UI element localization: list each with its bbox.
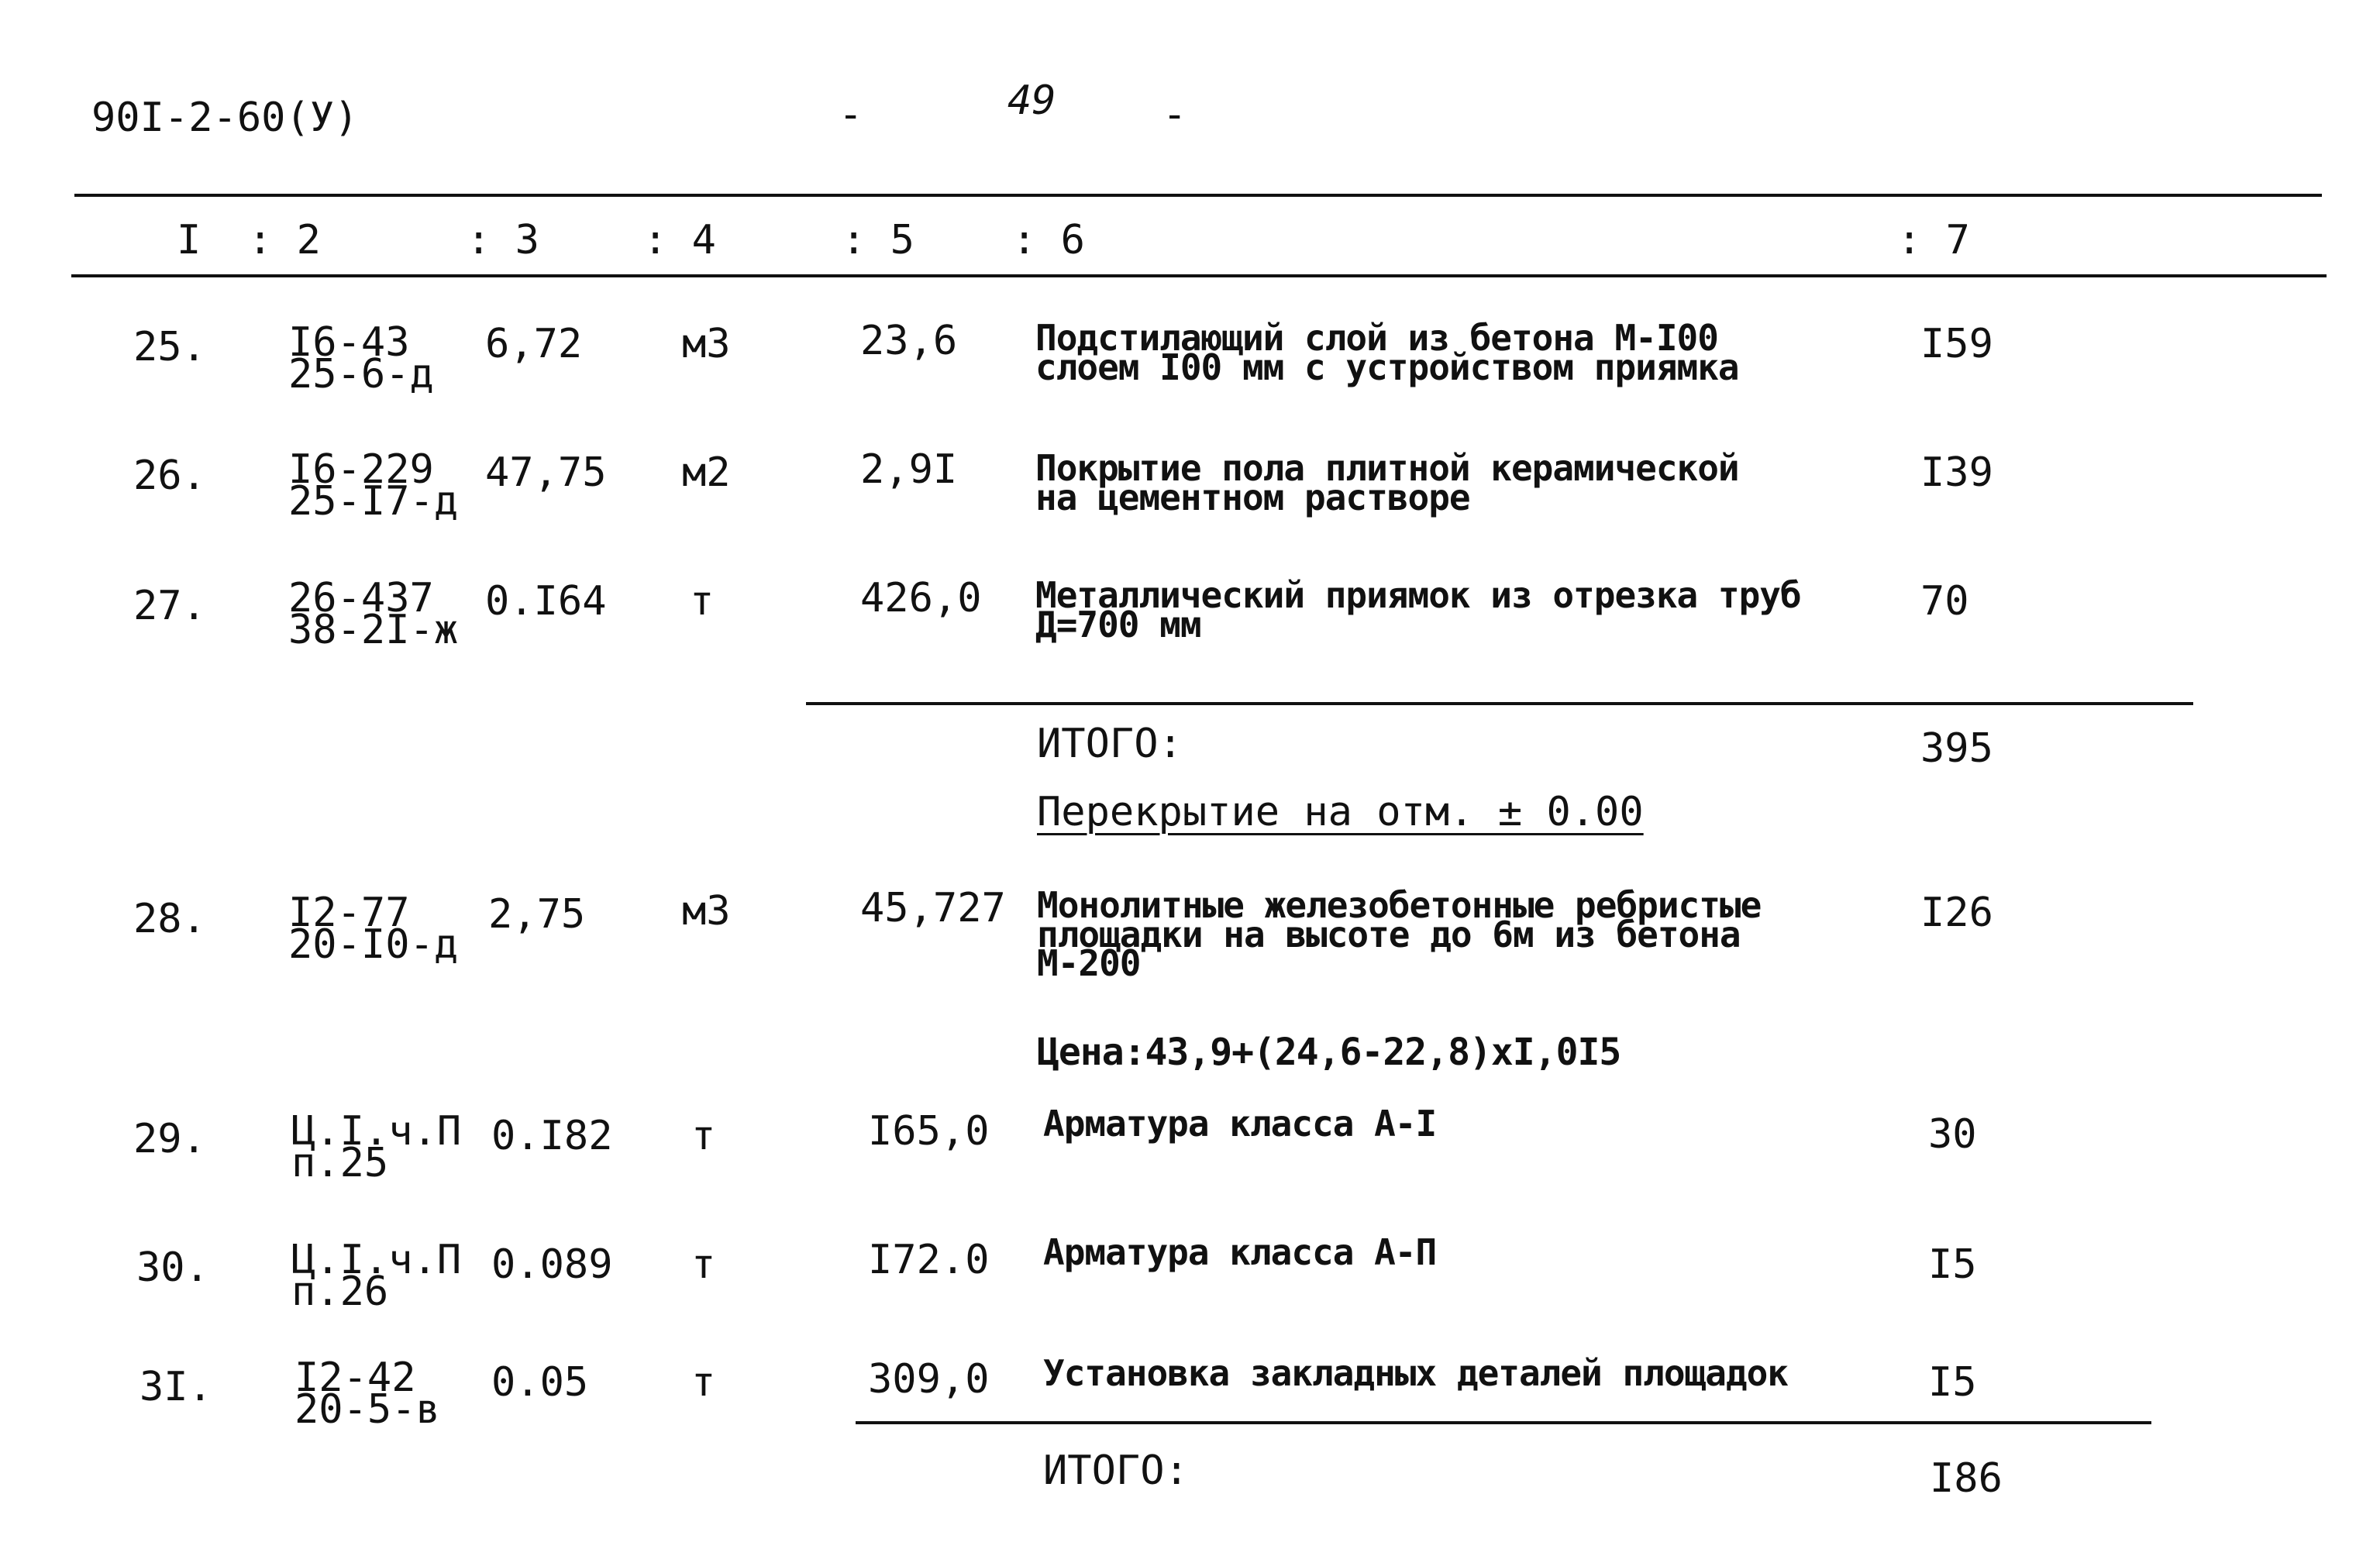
header-bottom-rule	[71, 274, 2327, 277]
page-number: 49	[1007, 77, 1056, 124]
row-number: 29.	[133, 1116, 206, 1162]
column-header-2: : 2	[248, 217, 321, 263]
unit-price: 309,0	[868, 1356, 990, 1403]
unit: т	[691, 1113, 716, 1159]
row-total: I5	[1928, 1359, 1977, 1406]
rate-code: Ц.I.ч.П п.26	[291, 1237, 462, 1315]
subtotal-label: ИТОГО:	[1043, 1448, 1189, 1494]
unit-price: I65,0	[868, 1108, 990, 1155]
column-header-4: : 4	[643, 217, 716, 263]
work-description: Металлический приямок из отрезка труб Д=700 мм	[1035, 574, 1801, 645]
subtotal-rule	[856, 1421, 2151, 1424]
subtotal-value: I86	[1930, 1455, 2003, 1502]
row-number: 26.	[133, 453, 206, 499]
work-description: Покрытие пола плитной керамической на цементном растворе	[1035, 447, 1739, 518]
row-total: 70	[1920, 578, 1969, 625]
row-total: I26	[1920, 890, 1993, 936]
column-header-1: I	[177, 217, 201, 263]
quantity: 0.089	[491, 1241, 613, 1288]
unit-price: 23,6	[860, 318, 958, 364]
quantity: 6,72	[485, 321, 583, 367]
row-number: 3I.	[139, 1364, 212, 1410]
row-total: 30	[1928, 1111, 1977, 1158]
work-description: Арматура класса А-П	[1043, 1231, 1437, 1273]
unit-price: 2,9I	[860, 446, 958, 493]
unit: м3	[682, 888, 731, 935]
header-top-rule	[74, 194, 2322, 197]
rate-code: Ц.I.ч.П п.25	[291, 1108, 462, 1186]
rate-code: 26-437 38-2I-ж	[288, 575, 459, 653]
subtotal-label: ИТОГО:	[1037, 721, 1183, 767]
row-number: 27.	[133, 583, 206, 629]
unit: т	[691, 1359, 716, 1406]
rate-code: I2-42 20-5-в	[294, 1355, 440, 1433]
subtotal-rule	[806, 702, 2193, 705]
unit: м3	[682, 321, 731, 367]
page-dash-right: -	[1162, 91, 1187, 138]
section-heading: Перекрытие на отм. ± 0.00	[1037, 789, 1644, 835]
unit-price: 45,727	[860, 885, 1006, 931]
work-description: Подстилающий слой из бетона М-I00 слоем I00 мм с устройством приямка	[1035, 317, 1739, 388]
unit-price: I72.0	[868, 1237, 990, 1283]
quantity: 0.05	[491, 1359, 589, 1406]
page-dash-left: -	[839, 91, 863, 138]
unit-price: 426,0	[860, 575, 982, 621]
column-header-5: : 5	[842, 217, 914, 263]
quantity: 0.I64	[485, 578, 607, 625]
column-header-3: : 3	[467, 217, 539, 263]
rate-code: I2-77 20-I0-д	[288, 890, 459, 968]
column-header-6: : 6	[1012, 217, 1085, 263]
row-total: I59	[1920, 321, 1993, 367]
column-header-7: : 7	[1897, 217, 1970, 263]
row-total: I5	[1928, 1241, 1977, 1288]
unit: м2	[682, 449, 731, 496]
row-total: I39	[1920, 449, 1993, 496]
work-description: Арматура класса А-I	[1043, 1103, 1437, 1145]
row-number: 30.	[136, 1244, 209, 1291]
subtotal-value: 395	[1920, 725, 1993, 772]
row-number: 25.	[133, 324, 206, 370]
unit: т	[690, 578, 715, 625]
row-number: 28.	[133, 896, 206, 942]
quantity: 0.I82	[491, 1113, 613, 1159]
unit: т	[691, 1241, 716, 1288]
rate-code: I6-43 25-6-д	[288, 319, 434, 398]
rate-code: I6-229 25-I7-д	[288, 446, 459, 525]
price-formula-note: Цена:43,9+(24,6-22,8)хI,0I5	[1037, 1031, 1621, 1074]
quantity: 47,75	[485, 449, 607, 496]
document-code: 90I-2-60(У)	[91, 95, 359, 141]
work-description: Монолитные железобетонные ребристые площадки на высоте до 6м из бетона М-200	[1037, 884, 1762, 985]
work-description: Установка закладных деталей площадок	[1043, 1352, 1788, 1394]
quantity: 2,75	[488, 891, 586, 938]
